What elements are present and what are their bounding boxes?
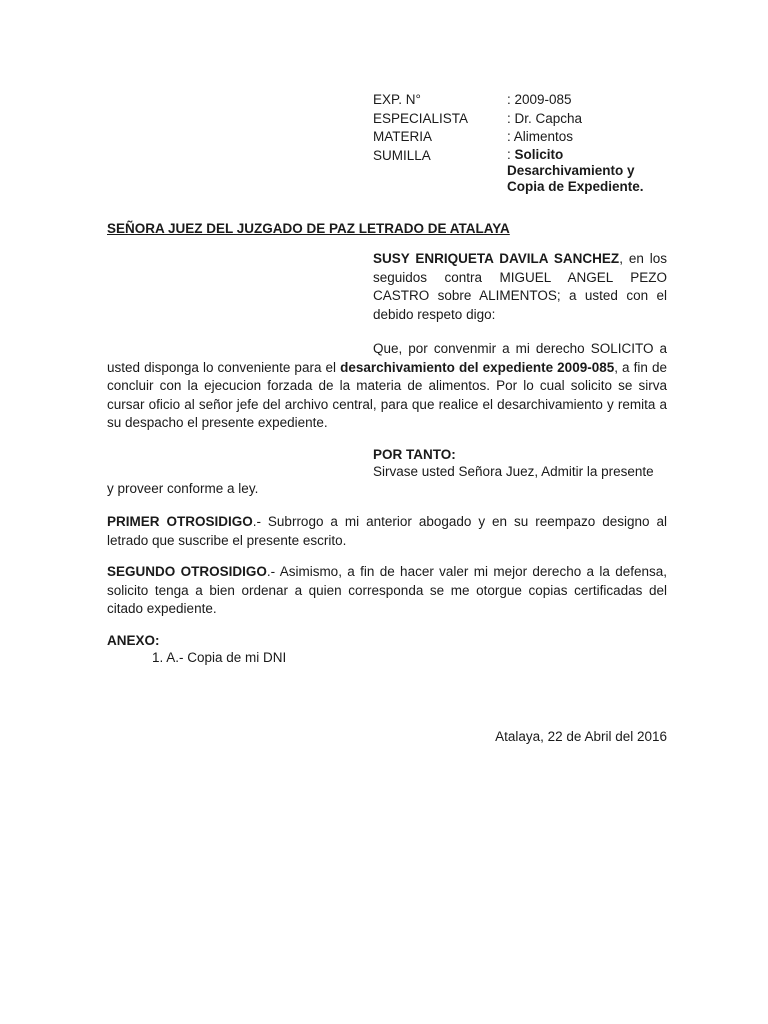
request-text-2: , a fin de concluir con la ejecucion forzada de la materia de alimentos. Por lo cual solicito se sirva cursar oficio al señor jefe del archivo central, para que realice el desarchivamiento y remita a su despacho el presente expediente. [107, 359, 667, 430]
place-date: Atalaya, 22 de Abril del 2016 [495, 729, 667, 744]
sumilla-line3: Copia de Expediente. [507, 178, 644, 194]
materia-row [373, 128, 673, 147]
exp-label: EXP. N° [373, 92, 421, 107]
segundo-otrosidigo-text: .- Asimismo, a fin de hacer valer mi mejor derecho a la defensa, solicito tenga a bien ordenar a quien corresponda se me otorgue copias certificadas del citado expediente. [107, 564, 668, 616]
por-tanto-heading: POR TANTO: [373, 447, 456, 462]
primer-otrosidigo-text: .- Subrrogo a mi anterior abogado y en su reempazo designo al letrado que suscribe el presente escrito. [107, 514, 667, 548]
sumilla-line1: Solicito [514, 146, 564, 162]
addressee-heading: SEÑORA JUEZ DEL JUZGADO DE PAZ LETRADO DE ATALAYA [107, 221, 510, 236]
petitioner-name: SUSY ENRIQUETA DAVILA SANCHEZ [373, 251, 620, 266]
primer-otrosidigo [107, 513, 667, 550]
case-header [373, 91, 673, 195]
intro-text: , en los seguidos contra MIGUEL ANGEL PEZO CASTRO sobre ALIMENTOS; a usted con el debido respeto digo: [373, 251, 667, 322]
especialista-value: : Dr. Capcha [507, 110, 583, 126]
sumilla-value [507, 147, 672, 195]
sumilla-line2: Desarchivamiento y [507, 162, 635, 178]
anexo-heading: ANEXO: [107, 633, 160, 648]
primer-otrosidigo-label: PRIMER OTROSIDIGO [107, 514, 253, 529]
request-bold: desarchivamiento del expediente 2009-085 [340, 359, 615, 375]
request-paragraph [107, 340, 667, 433]
especialista-label: ESPECIALISTA [373, 110, 469, 126]
por-tanto-line1: Sirvase usted Señora Juez, Admitir la presente [373, 464, 654, 479]
especialista-row [373, 110, 673, 129]
materia-label: MATERIA [373, 129, 433, 144]
sumilla-row [373, 147, 673, 195]
materia-value: : Alimentos [507, 129, 574, 144]
segundo-otrosidigo [107, 563, 667, 619]
segundo-otrosidigo-label: SEGUNDO OTROSIDIGO [107, 564, 267, 579]
exp-row [373, 91, 673, 110]
por-tanto-line2: y proveer conforme a ley. [107, 481, 259, 496]
exp-value: : 2009-085 [507, 92, 572, 107]
intro-paragraph [373, 250, 667, 324]
sumilla-colon: : [507, 146, 515, 162]
request-text-1: Que, por convenmir a mi derecho SOLICITO a usted disponga lo conveniente para el [107, 341, 667, 375]
sumilla-label: SUMILLA [373, 147, 431, 163]
anexo-item-1: 1. A.- Copia de mi DNI [152, 650, 287, 665]
